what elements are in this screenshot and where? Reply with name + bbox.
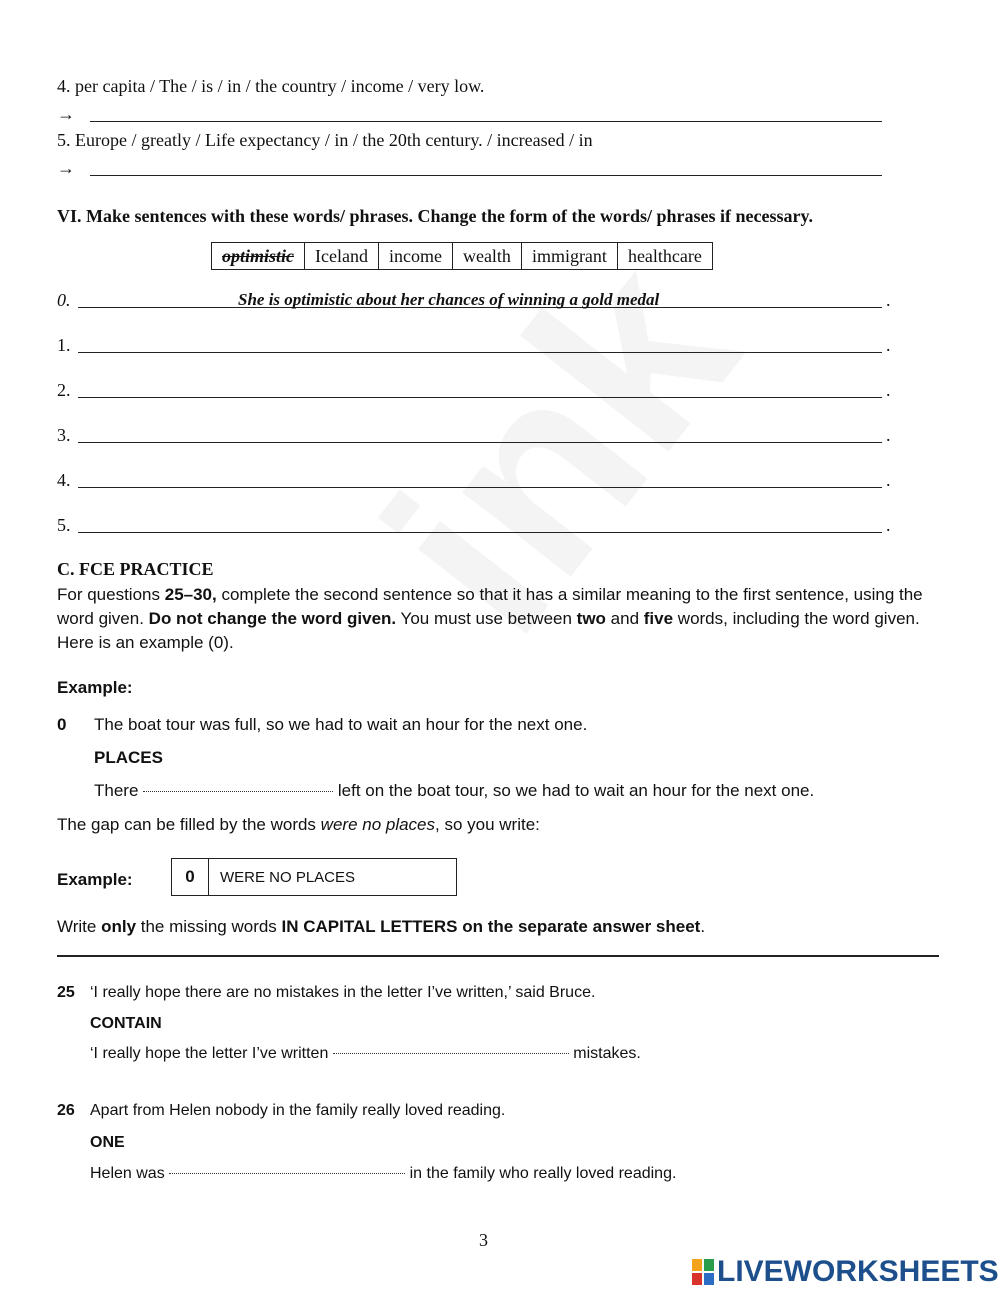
arrow-icon: → [57,158,75,178]
question-number: 26 [57,1102,75,1119]
item-5-prompt: 5. Europe / greatly / Life expectancy / in / the 20th century. / increased / in [57,130,593,150]
example-label: Example: [57,678,133,697]
divider [57,955,939,957]
section-c-title: C. FCE PRACTICE [57,559,214,579]
example-number: 0 [57,715,67,734]
liveworksheets-logo [692,1255,999,1289]
logo-badge-icon [692,1259,714,1285]
word-iceland: Iceland [305,243,379,270]
line-period: . [886,380,891,400]
gap-dots [143,791,333,792]
question-gap-sentence: ‘I really hope the letter I’ve written mistakes. [90,1045,641,1062]
box-example-label: Example: [57,870,133,889]
line-period: . [886,425,891,445]
example-keyword: PLACES [94,748,163,767]
line-number: 2. [57,380,71,400]
line-period: . [886,470,891,490]
sentence-line-3[interactable] [78,442,882,443]
example-answer-box [171,858,457,896]
line-number: 3. [57,425,71,445]
box-number: 0 [172,859,209,895]
gap-dots[interactable] [169,1173,405,1174]
word-wealth: wealth [452,243,521,270]
gap-explanation: The gap can be filled by the words were no places, so you write: [57,815,540,834]
box-answer: WERE NO PLACES [220,868,356,886]
gap-dots[interactable] [333,1053,569,1054]
write-instruction: Write only the missing words IN CAPITAL LETTERS on the separate answer sheet. [57,917,706,936]
line-number: 4. [57,470,71,490]
question-number: 25 [57,984,75,1001]
item-4-prompt: 4. per capita / The / is / in / the country / income / very low. [57,76,485,96]
logo-text: LIVEWORKSHEETS [717,1255,999,1288]
example-sentence: The boat tour was full, so we had to wait an hour for the next one. [94,715,588,734]
word-immigrant: immigrant [521,243,617,270]
word-income: income [378,243,452,270]
question-gap-sentence: Helen was in the family who really loved reading. [90,1165,677,1182]
line-period: . [886,515,891,535]
question-sentence: Apart from Helen nobody in the family really loved reading. [90,1102,506,1119]
page-number: 3 [479,1230,488,1250]
question-keyword: ONE [90,1134,125,1151]
question-keyword: CONTAIN [90,1015,162,1032]
line-period: . [886,335,891,355]
arrow-icon: → [57,104,75,124]
answer-line-5[interactable] [90,175,882,176]
section-6-title: VI. Make sentences with these words/ phrases. Change the form of the words/ phrases if necessary. [57,206,813,226]
sentence-line-5[interactable] [78,532,882,533]
example-gap-sentence: There left on the boat tour, so we had to wait an hour for the next one. [94,781,815,800]
question-sentence: ‘I really hope there are no mistakes in the letter I’ve written,’ said Bruce. [90,984,596,1001]
sentence-line-4[interactable] [78,487,882,488]
line-period: . [886,290,891,310]
sentence-line-1[interactable] [78,352,882,353]
line-number: 5. [57,515,71,535]
example-number: 0. [57,290,71,310]
section-c-instructions: For questions 25–30, complete the second sentence so that it has a similar meaning to the first sentence, using the word given. Do not change the word given. You must use between two and five words, including the word given. Here is an example (0). [57,585,923,652]
line-number: 1. [57,335,71,355]
word-optimistic: optimistic [212,243,305,270]
word-healthcare: healthcare [617,243,712,270]
word-box [211,242,713,270]
example-answer: She is optimistic about her chances of winning a gold medal [238,290,660,309]
answer-line-4[interactable] [90,121,882,122]
sentence-line-2[interactable] [78,397,882,398]
